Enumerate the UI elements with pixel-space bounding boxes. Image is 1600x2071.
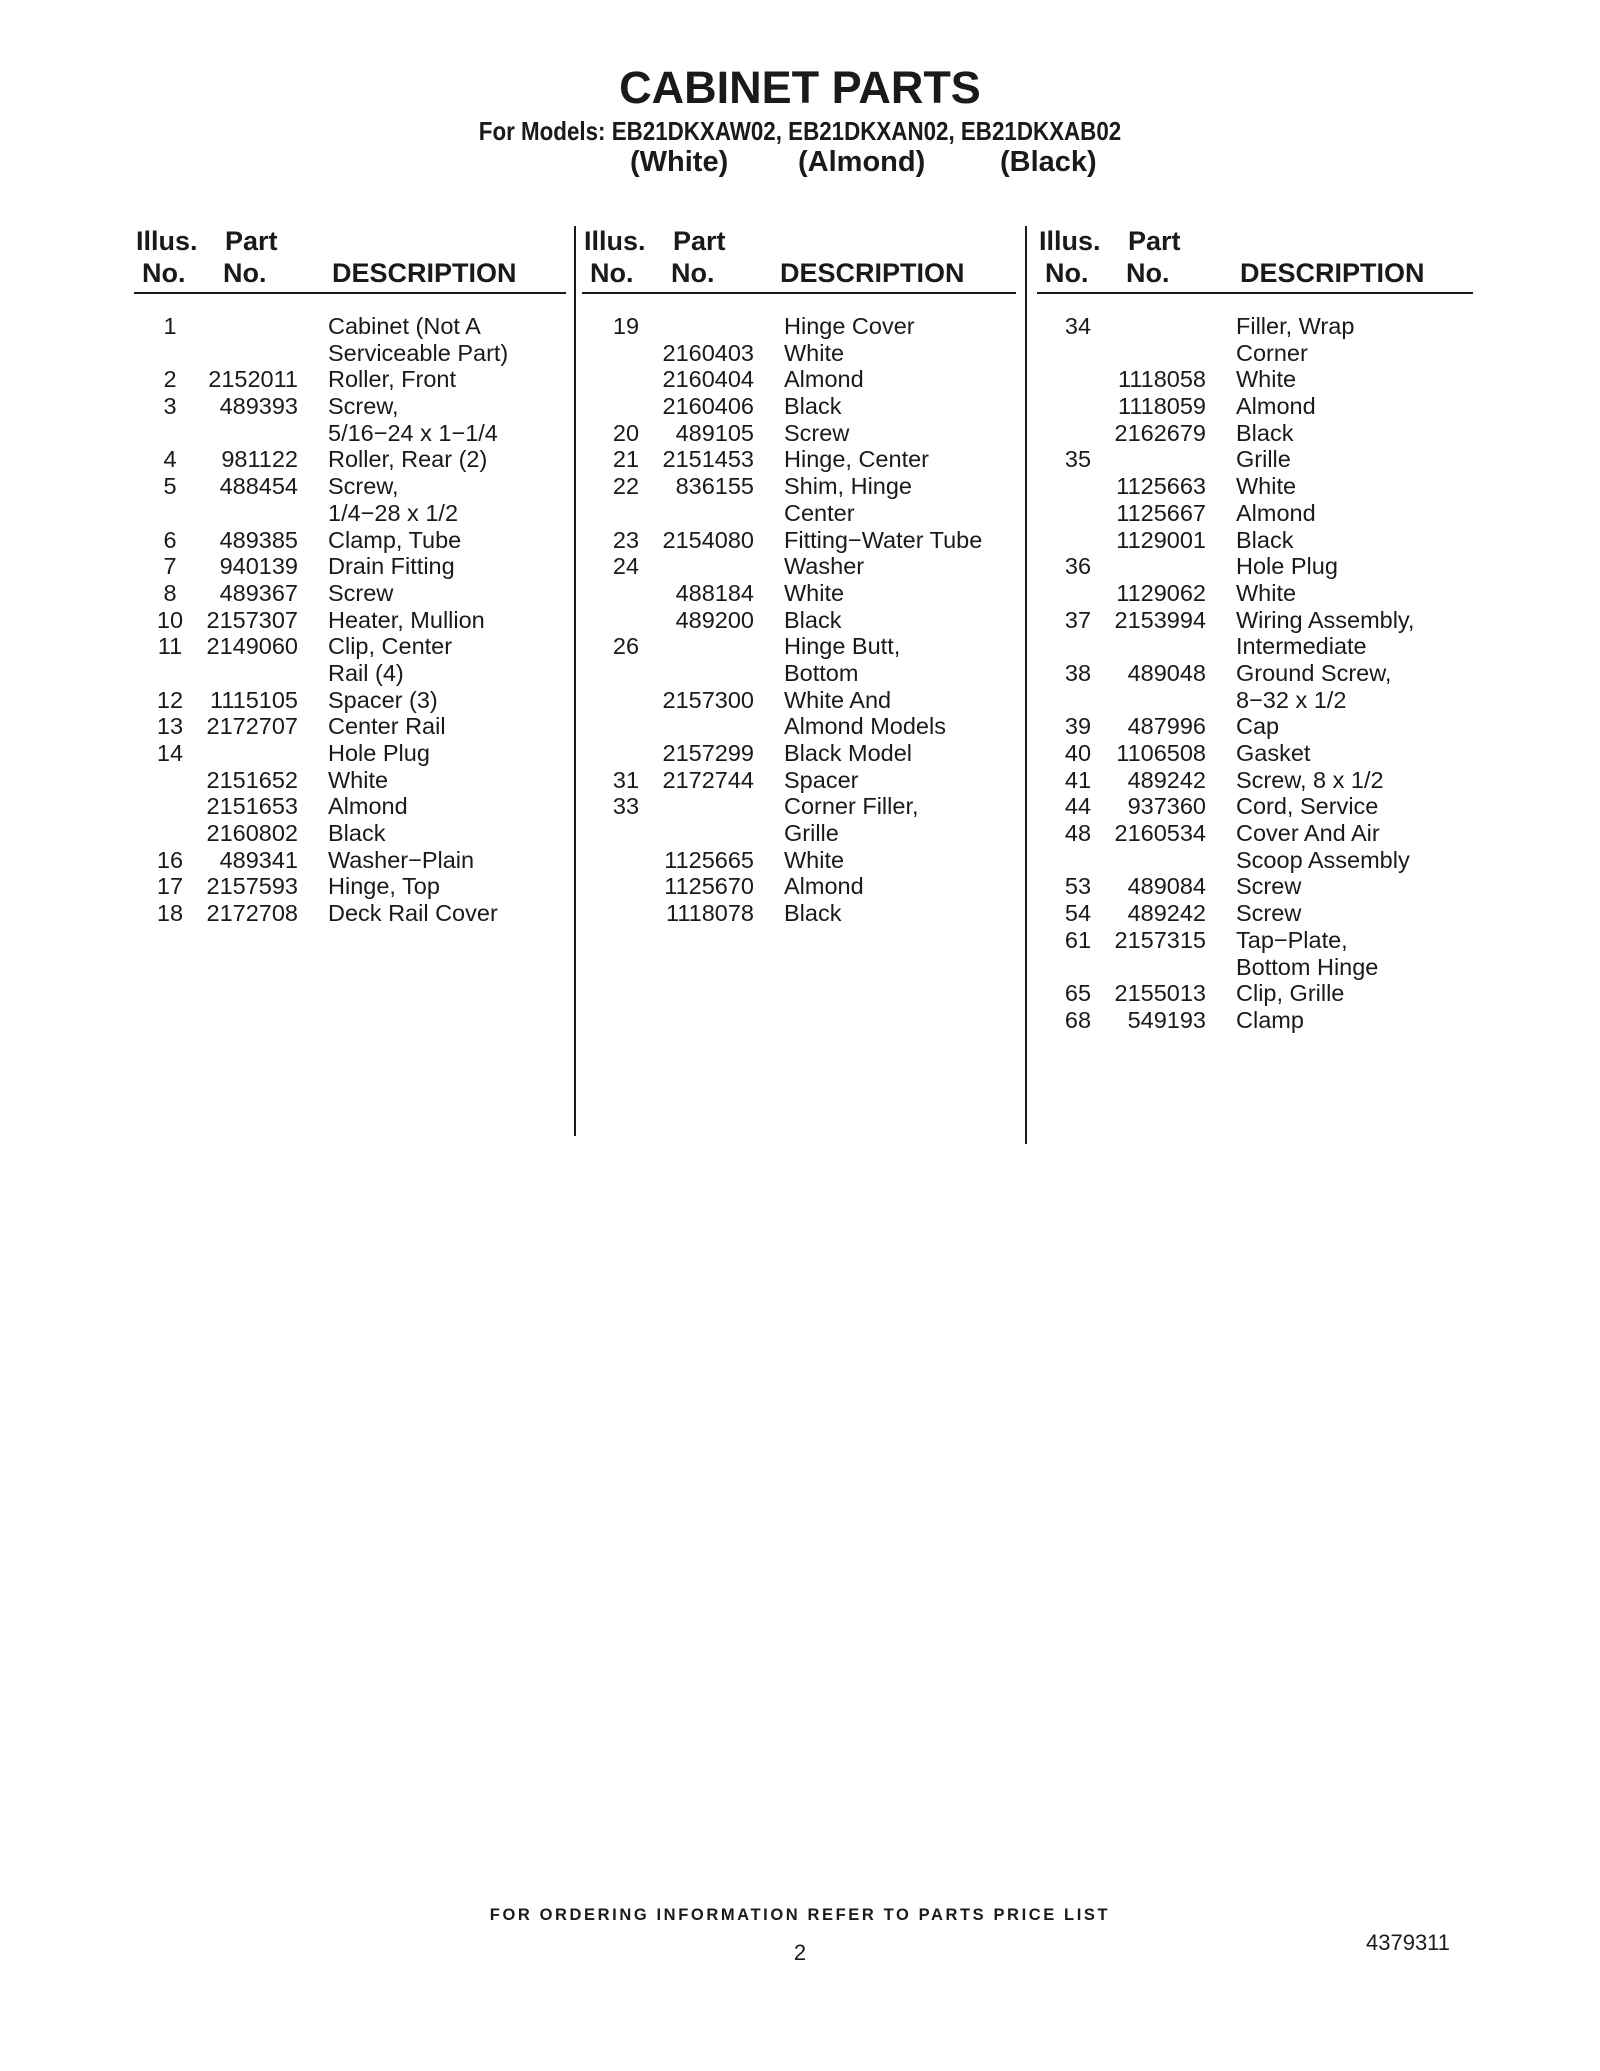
part-description: Hinge, Center	[784, 446, 929, 473]
part-description: 8−32 x 1/2	[1236, 686, 1347, 713]
part-description: 5/16−24 x 1−1/4	[328, 419, 498, 446]
part-number: 487996	[1127, 713, 1206, 740]
part-description: Drain Fitting	[328, 553, 455, 580]
part-number: 2160403	[662, 339, 754, 366]
part-number: 488454	[219, 473, 298, 500]
part-header-no: No.	[223, 258, 267, 288]
part-description: Washer	[784, 553, 865, 580]
part-description: Black	[784, 900, 842, 927]
illus-number: 11	[157, 633, 183, 660]
part-number: 2149060	[206, 633, 298, 660]
illus-number: 61	[1064, 926, 1092, 953]
part-description: Hinge Cover	[784, 313, 915, 339]
color-almond: (Almond)	[798, 146, 926, 178]
page-number: 2	[793, 1940, 807, 1965]
part-description: Serviceable Part)	[328, 339, 509, 366]
part-number: 1115105	[210, 686, 298, 713]
part-number: 2160802	[206, 820, 298, 847]
part-number: 489385	[219, 526, 298, 553]
part-description: Spacer	[784, 766, 859, 793]
part-description: Cover And Air	[1236, 820, 1380, 847]
part-header: Part	[1128, 226, 1181, 256]
part-number: 1125665	[664, 846, 754, 873]
part-description: Roller, Front	[328, 366, 456, 393]
part-description: White	[1236, 473, 1297, 500]
part-description: Shim, Hinge	[784, 473, 912, 500]
part-number: 489105	[675, 419, 754, 446]
page-title: CABINET PARTS	[619, 62, 981, 113]
part-description: Wiring Assembly,	[1236, 606, 1415, 633]
illus-number: 24	[612, 553, 640, 580]
part-description: Screw	[784, 419, 850, 446]
part-header: Part	[673, 226, 726, 256]
part-number: 2172744	[662, 766, 754, 793]
part-description: Bottom Hinge	[1236, 953, 1379, 980]
part-number: 2172708	[206, 900, 298, 927]
illus-number: 26	[612, 633, 640, 660]
part-description: Spacer (3)	[328, 686, 438, 713]
illus-number: 34	[1064, 313, 1092, 339]
part-number: 2157307	[206, 606, 298, 633]
part-description: Screw,	[328, 393, 399, 420]
part-description: Scoop Assembly	[1236, 846, 1410, 873]
part-description: 1/4−28 x 1/2	[328, 499, 459, 526]
column-divider-1	[574, 226, 576, 1136]
illus-number: 44	[1064, 793, 1092, 820]
part-number: 2157300	[662, 686, 754, 713]
part-description: White	[1236, 366, 1297, 393]
part-header: Part	[225, 226, 278, 256]
part-description: Rail (4)	[328, 659, 404, 686]
part-number: 2160404	[662, 366, 754, 393]
illus-number: 65	[1064, 980, 1092, 1007]
color-black: (Black)	[1000, 146, 1097, 178]
part-description: Hole Plug	[328, 740, 430, 766]
part-number: 2152011	[208, 366, 298, 393]
ordering-footer: FOR ORDERING INFORMATION REFER TO PARTS PRICE LIST	[489, 1906, 1111, 1924]
header-rule-3	[1037, 292, 1473, 294]
illus-header-no: No.	[142, 258, 186, 288]
part-description: Fitting−Water Tube	[784, 526, 983, 553]
part-description: Grille	[1236, 446, 1291, 473]
part-description: Bottom	[784, 659, 859, 686]
part-number: 1118078	[666, 900, 754, 927]
part-description: Tap−Plate,	[1236, 926, 1348, 953]
models-subtitle: For Models: EB21DKXAW02, EB21DKXAN02, EB21DKXAB02	[478, 116, 1122, 146]
illus-header: Illus.	[1039, 226, 1101, 256]
illus-number: 7	[163, 553, 177, 580]
part-number: 2153994	[1114, 606, 1206, 633]
part-header-no: No.	[1126, 258, 1170, 288]
part-description: Almond	[784, 366, 864, 393]
illus-header-no: No.	[590, 258, 634, 288]
part-description: Black	[784, 606, 842, 633]
description-header: DESCRIPTION	[332, 258, 517, 288]
part-description: Clip, Grille	[1236, 980, 1345, 1007]
illus-number: 39	[1064, 713, 1092, 740]
part-number: 1125670	[664, 873, 754, 900]
illus-number: 53	[1064, 873, 1092, 900]
part-description: Black	[784, 393, 842, 420]
part-number: 488184	[675, 579, 754, 606]
part-number: 489084	[1127, 873, 1206, 900]
part-number: 489393	[219, 393, 298, 420]
part-description: Almond	[784, 873, 864, 900]
part-description: Hinge, Top	[328, 873, 440, 900]
part-description: Black	[328, 820, 386, 847]
part-number: 2157315	[1114, 926, 1206, 953]
part-description: Black Model	[784, 740, 912, 766]
illus-number: 36	[1064, 553, 1092, 580]
part-description: Filler, Wrap	[1236, 313, 1355, 339]
part-description: Cord, Service	[1236, 793, 1379, 820]
part-description: Screw, 8 x 1/2	[1236, 766, 1384, 793]
part-description: Almond Models	[784, 713, 946, 740]
illus-number: 48	[1064, 820, 1092, 847]
part-number: 2154080	[662, 526, 754, 553]
illus-number: 3	[163, 393, 177, 420]
illus-number: 14	[156, 740, 184, 766]
part-description: Grille	[784, 820, 839, 847]
part-number: 2151652	[206, 766, 298, 793]
part-number: 2157593	[206, 873, 298, 900]
part-number: 937360	[1127, 793, 1206, 820]
part-description: Black	[1236, 526, 1294, 553]
part-description: Hinge Butt,	[784, 633, 901, 660]
part-description: Screw,	[328, 473, 399, 500]
part-description: White And	[784, 686, 892, 713]
color-white: (White)	[630, 146, 729, 178]
part-description: Clamp	[1236, 1006, 1304, 1033]
part-number: 2160406	[662, 393, 754, 420]
part-description: White	[328, 766, 389, 793]
illus-number: 16	[156, 846, 184, 873]
part-number: 489242	[1127, 900, 1206, 927]
illus-number: 35	[1064, 446, 1092, 473]
part-description: Intermediate	[1236, 633, 1367, 660]
part-number: 1129062	[1116, 579, 1206, 606]
illus-number: 33	[612, 793, 640, 820]
illus-number: 19	[612, 313, 640, 339]
part-number: 489242	[1127, 766, 1206, 793]
illus-number: 18	[156, 900, 184, 927]
illus-number: 22	[612, 473, 640, 500]
part-number: 2151653	[206, 793, 298, 820]
part-description: Deck Rail Cover	[328, 900, 498, 927]
part-description: Center	[784, 499, 855, 526]
illus-number: 6	[163, 526, 177, 553]
part-header-no: No.	[671, 258, 715, 288]
part-description: Cap	[1236, 713, 1280, 740]
part-description: Washer−Plain	[328, 846, 475, 873]
part-description: Clamp, Tube	[328, 526, 462, 553]
illus-number: 40	[1064, 740, 1092, 766]
description-header: DESCRIPTION	[780, 258, 965, 288]
part-number: 489048	[1127, 659, 1206, 686]
part-number: 940139	[219, 553, 298, 580]
part-description: Hole Plug	[1236, 553, 1338, 580]
illus-number: 38	[1064, 659, 1092, 686]
illus-number: 4	[163, 446, 177, 473]
part-number: 836155	[675, 473, 754, 500]
part-number: 1125663	[1116, 473, 1206, 500]
part-description: Roller, Rear (2)	[328, 446, 488, 473]
part-number: 2157299	[662, 740, 754, 766]
part-description: Cabinet (Not A	[328, 313, 481, 339]
part-description: Clip, Center	[328, 633, 453, 660]
part-number: 2151453	[662, 446, 754, 473]
part-description: Almond	[1236, 499, 1316, 526]
part-description: Screw	[1236, 900, 1302, 927]
part-number: 2155013	[1114, 980, 1206, 1007]
part-number: 1118059	[1118, 393, 1206, 420]
illus-header-no: No.	[1045, 258, 1089, 288]
part-description: Gasket	[1236, 740, 1311, 766]
illus-number: 54	[1064, 900, 1092, 927]
part-number: 1125667	[1116, 499, 1206, 526]
part-number: 489367	[219, 579, 298, 606]
part-description: Corner Filler,	[784, 793, 919, 820]
part-number: 2162679	[1114, 419, 1206, 446]
part-description: White	[784, 846, 845, 873]
illus-number: 20	[612, 419, 640, 446]
part-description: Almond	[328, 793, 408, 820]
header-rule-2	[582, 292, 1016, 294]
part-description: Black	[1236, 419, 1294, 446]
part-number: 489200	[675, 606, 754, 633]
document-number: 4379311	[1366, 1930, 1451, 1955]
part-number: 549193	[1127, 1006, 1206, 1033]
illus-header: Illus.	[136, 226, 198, 256]
illus-number: 23	[612, 526, 640, 553]
illus-number: 5	[163, 473, 177, 500]
illus-number: 31	[612, 766, 640, 793]
part-description: White	[1236, 579, 1297, 606]
part-number: 1118058	[1118, 366, 1206, 393]
part-description: Screw	[328, 579, 394, 606]
illus-number: 37	[1064, 606, 1092, 633]
part-description: Ground Screw,	[1236, 659, 1392, 686]
part-number: 2160534	[1114, 820, 1206, 847]
part-description: Screw	[1236, 873, 1302, 900]
description-header: DESCRIPTION	[1240, 258, 1425, 288]
illus-number: 13	[156, 713, 184, 740]
column-divider-2	[1025, 226, 1027, 1144]
part-number: 489341	[219, 846, 298, 873]
part-description: White	[784, 339, 845, 366]
part-number: 1106508	[1116, 740, 1206, 766]
illus-number: 2	[163, 366, 177, 393]
illus-number: 1	[163, 313, 177, 339]
part-description: Corner	[1236, 339, 1308, 366]
illus-number: 17	[156, 873, 184, 900]
part-description: White	[784, 579, 845, 606]
illus-number: 10	[156, 606, 184, 633]
illus-header: Illus.	[584, 226, 646, 256]
illus-number: 41	[1064, 766, 1092, 793]
part-description: Heater, Mullion	[328, 606, 485, 633]
illus-number: 12	[156, 686, 184, 713]
part-number: 2172707	[206, 713, 298, 740]
part-number: 1129001	[1116, 526, 1206, 553]
illus-number: 68	[1064, 1006, 1092, 1033]
header-rule-1	[134, 292, 566, 294]
part-description: Center Rail	[328, 713, 446, 740]
part-number: 981122	[221, 446, 298, 473]
illus-number: 8	[163, 579, 177, 606]
part-description: Almond	[1236, 393, 1316, 420]
illus-number: 21	[612, 446, 640, 473]
